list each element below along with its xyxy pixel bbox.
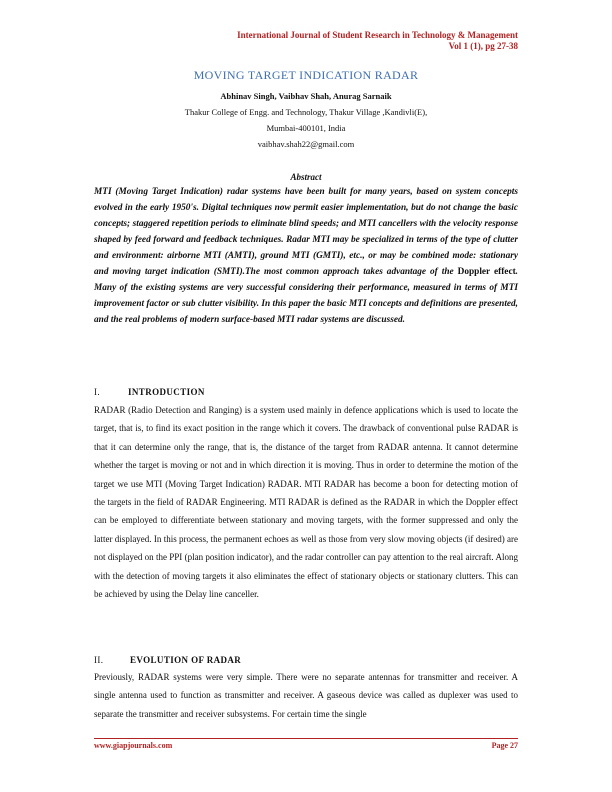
abstract-emphasis: Doppler effect xyxy=(457,267,516,277)
introduction-paragraph: RADAR (Radio Detection and Ranging) is a system used mainly in defence applications which is used to locate the target, that is, to find its exact position in the range which it covers. The drawback of conventional pulse RADAR is that it can determine only the range, that is, the distance of the target from RADAR antenna. It cannot determine whether the target is moving or not and in which direction it is moving. Thus in order to determine the motion of the target we use MTI (Moving Target Indication) RADAR. MTI RADAR has become a boon for detecting motion of the targets in the field of RADAR Engineering. MTI RADAR is defined as the RADAR in which the Doppler effect can be employed to differentiate between stationary and moving targets, with the former suppressed and only the latter displayed. In this process, the permanent echoes as well as those from very slow moving objects (if desired) are not displayed on the PPI (plan position indicator), and the radar controller can pay attention to the real aircraft. Along with the detection of moving targets it also eliminates the effect of stationary objects or stationary clutters. This can be achieved by using the Delay line canceller. xyxy=(94,405,518,600)
section-title: INTRODUCTION xyxy=(128,387,205,397)
author-names: Abhinav Singh, Vaibhav Shah, Anurag Sarnaik xyxy=(220,91,392,101)
abstract-text-start: MTI (Moving Target Indication) radar systems have been built for many years, based on system concepts evolved in the early 1950's. Digital techniques now permit easier implementation, but do not change the basic concepts; staggered repetition periods to eliminate blind speeds; and MTI cancellers with the velocity response shaped by feed forward and feedback techniques. Radar MTI may be specialized in terms of the type of clutter and environment: airborne MTI (AMTI), ground MTI (GMTI), etc., or may be combined mode: stationary and moving target indication (SMTI).The most common approach takes advantage of the xyxy=(94,187,518,277)
abstract-text xyxy=(94,184,518,328)
section-number: I. xyxy=(94,387,101,397)
section-title: EVOLUTION OF RADAR xyxy=(130,655,242,665)
journal-name: International Journal of Student Research in Technology & Management xyxy=(237,30,518,40)
author-email: vaibhav.shah22@gmail.com xyxy=(257,139,355,149)
abstract-heading: Abstract xyxy=(290,172,322,182)
journal-volume: Vol 1 (1), pg 27-38 xyxy=(448,41,518,51)
section-heading-introduction xyxy=(94,387,205,397)
author-block xyxy=(0,88,612,152)
evolution-paragraph: Previously, RADAR systems were very simple. There were no separate antennas for transmitter and receiver. A single antenna used to function as transmitter and receiver. A gaseous device was called as duplexer was used to separate the transmitter and receiver subsystems. For certain time the single xyxy=(94,672,518,719)
section-number: II. xyxy=(94,655,104,665)
abstract-text-end: . Many of the existing systems are very successful considering their performance, measured in terms of MTI improvement factor or sub clutter visibility. In this paper the basic MTI concepts and definitions are presented, and the real problems of modern surface-based MTI radar systems are discussed. xyxy=(94,267,518,325)
page-number: Page 27 xyxy=(491,741,518,750)
journal-website-link[interactable]: www.giapjournals.com xyxy=(94,741,173,750)
page-footer xyxy=(94,738,518,750)
affiliation-line-2: Mumbai-400101, India xyxy=(266,123,346,133)
journal-header xyxy=(237,30,518,52)
affiliation-line-1: Thakur College of Engg. and Technology, Thakur Village ,Kandivli(E), xyxy=(184,107,428,117)
section-heading-evolution xyxy=(94,655,241,665)
paper-title: MOVING TARGET INDICATION RADAR xyxy=(193,68,419,82)
